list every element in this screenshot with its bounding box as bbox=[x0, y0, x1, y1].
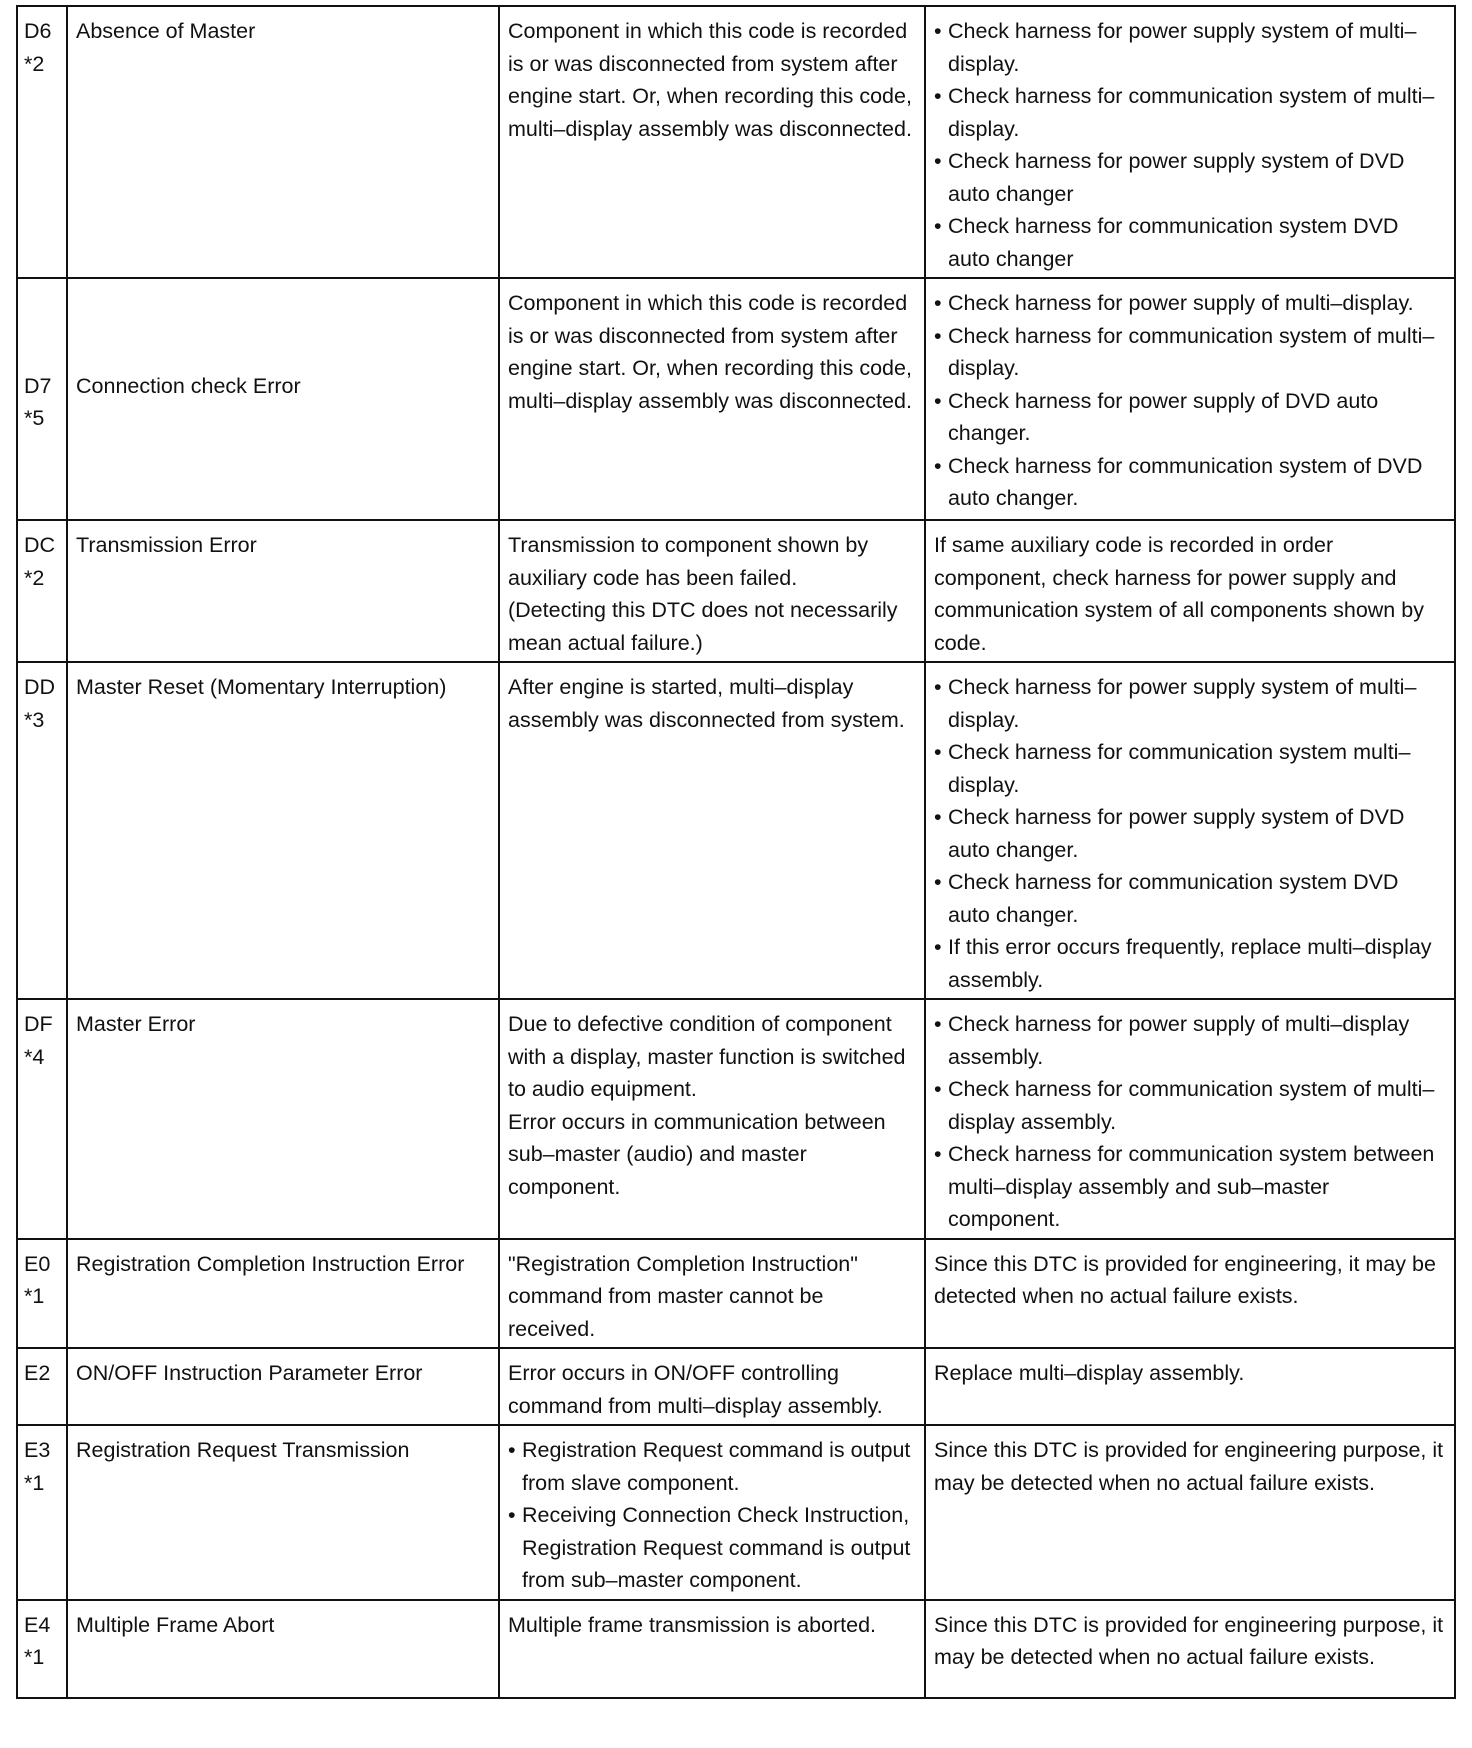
table-row-dd bbox=[17, 662, 1455, 999]
table-row-d6 bbox=[17, 6, 1455, 278]
detection-condition bbox=[499, 1239, 925, 1349]
condition-text: (Detecting this DTC does not necessarily mean actual failure.) bbox=[508, 598, 898, 655]
dtc-code-cell bbox=[17, 278, 67, 520]
list-item: • Check harness for communication system of multi–display assembly. bbox=[934, 1073, 1446, 1138]
detection-condition bbox=[499, 1600, 925, 1698]
dtc-code: D7 bbox=[24, 373, 52, 398]
trouble-area bbox=[925, 662, 1455, 999]
trouble-area bbox=[925, 278, 1455, 520]
trouble-area: If same auxiliary code is recorded in order component, check harness for power supply and communication system of all components shown by code. bbox=[925, 520, 1455, 662]
dtc-code: E3 bbox=[24, 1438, 51, 1462]
detection-condition bbox=[499, 662, 925, 999]
trouble-area-list bbox=[934, 15, 1446, 275]
dtc-name: Registration Completion Instruction Error bbox=[67, 1239, 499, 1349]
trouble-area: Since this DTC is provided for engineering purpose, it may be detected when no actual failure exists. bbox=[925, 1425, 1455, 1600]
list-item: • If this error occurs frequently, replace multi–display assembly. bbox=[934, 931, 1446, 996]
dtc-note: *1 bbox=[24, 1645, 45, 1669]
table-row-e3 bbox=[17, 1425, 1455, 1600]
trouble-area bbox=[925, 6, 1455, 278]
dtc-table bbox=[16, 5, 1456, 1699]
dtc-note: *2 bbox=[24, 51, 45, 76]
dtc-name bbox=[67, 278, 499, 520]
list-item: • Check harness for power supply of DVD auto changer. bbox=[934, 385, 1446, 450]
dtc-note: *4 bbox=[24, 1044, 45, 1069]
dtc-code-cell bbox=[17, 1600, 67, 1698]
dtc-name: Multiple Frame Abort bbox=[67, 1600, 499, 1698]
detection-condition bbox=[499, 1348, 925, 1425]
dtc-note: *2 bbox=[24, 565, 45, 590]
dtc-code: E2 bbox=[24, 1361, 51, 1385]
dtc-name: Registration Request Transmission bbox=[67, 1425, 499, 1600]
dtc-note: *3 bbox=[24, 707, 45, 732]
condition-text: Due to defective condition of component with a display, master function is switched to audio equipment. bbox=[508, 1012, 906, 1101]
trouble-area: Since this DTC is provided for engineering, it may be detected when no actual failure exists. bbox=[925, 1239, 1455, 1349]
dtc-code-cell bbox=[17, 999, 67, 1239]
list-item: • Registration Request command is output from slave component. bbox=[508, 1434, 916, 1499]
list-item: • Check harness for communication system of DVD auto changer. bbox=[934, 450, 1446, 515]
dtc-code-cell bbox=[17, 1425, 67, 1600]
dtc-code: E4 bbox=[24, 1612, 51, 1637]
dtc-name: ON/OFF Instruction Parameter Error bbox=[67, 1348, 499, 1425]
trouble-area: Since this DTC is provided for engineering purpose, it may be detected when no actual failure exists. bbox=[925, 1600, 1455, 1698]
condition-text: Error occurs in communication between sub–master (audio) and master component. bbox=[508, 1109, 886, 1199]
dtc-code: DC bbox=[24, 533, 56, 557]
condition-text: Component in which this code is recorded is or was disconnected from system after engine start. Or, when recording this code, multi–display assembly was disconnected. bbox=[508, 291, 912, 413]
condition-text: Component in which this code is recorded is or was disconnected from system after engine start. Or, when recording this code, multi–display assembly was disconnected. bbox=[508, 19, 912, 141]
list-item: • Check harness for communication system DVD auto changer bbox=[934, 210, 1446, 275]
list-item: • Check harness for communication system multi–display. bbox=[934, 736, 1446, 801]
trouble-area-list bbox=[934, 671, 1446, 996]
detection-condition bbox=[499, 520, 925, 662]
list-item: • Check harness for communication system between multi–display assembly and sub–master component. bbox=[934, 1138, 1446, 1236]
table-row-e0 bbox=[17, 1239, 1455, 1349]
detection-condition bbox=[499, 278, 925, 520]
list-item: • Check harness for power supply of multi–display assembly. bbox=[934, 1008, 1446, 1073]
condition-text: Error occurs in ON/OFF controlling command from multi–display assembly. bbox=[508, 1361, 883, 1418]
table-row-df bbox=[17, 999, 1455, 1239]
condition-text: "Registration Completion Instruction" command from master cannot be received. bbox=[508, 1251, 858, 1341]
condition-list bbox=[508, 1434, 916, 1597]
dtc-code-cell bbox=[17, 1239, 67, 1349]
dtc-name: Master Reset (Momentary Interruption) bbox=[67, 662, 499, 999]
trouble-area: Replace multi–display assembly. bbox=[925, 1348, 1455, 1425]
list-item: • Check harness for power supply of multi–display. bbox=[934, 287, 1446, 320]
dtc-code-cell bbox=[17, 1348, 67, 1425]
detection-condition bbox=[499, 1425, 925, 1600]
table-row-d7 bbox=[17, 278, 1455, 520]
dtc-code: D6 bbox=[24, 19, 52, 43]
detection-condition bbox=[499, 6, 925, 278]
dtc-note: *1 bbox=[24, 1284, 45, 1308]
dtc-code-cell bbox=[17, 520, 67, 662]
condition-text: Multiple frame transmission is aborted. bbox=[508, 1612, 877, 1637]
list-item: • Receiving Connection Check Instruction, Registration Request command is output from sub–master component. bbox=[508, 1499, 916, 1597]
list-item: • Check harness for communication system of multi–display. bbox=[934, 320, 1446, 385]
list-item: • Check harness for power supply system of multi–display. bbox=[934, 671, 1446, 736]
dtc-code: E0 bbox=[24, 1251, 51, 1276]
list-item: • Check harness for communication system of multi–display. bbox=[934, 80, 1446, 145]
dtc-code-cell bbox=[17, 6, 67, 278]
condition-text: After engine is started, multi–display assembly was disconnected from system. bbox=[508, 675, 905, 732]
dtc-note: *5 bbox=[24, 406, 45, 430]
dtc-name-text: Connection check Error bbox=[76, 373, 301, 398]
dtc-note: *1 bbox=[24, 1470, 45, 1495]
dtc-name: Transmission Error bbox=[67, 520, 499, 662]
list-item: • Check harness for power supply system of DVD auto changer bbox=[934, 145, 1446, 210]
list-item: • Check harness for power supply system of multi–display. bbox=[934, 15, 1446, 80]
list-item: • Check harness for power supply system of DVD auto changer. bbox=[934, 801, 1446, 866]
trouble-area-list bbox=[934, 1008, 1446, 1236]
condition-text: Transmission to component shown by auxiliary code has been failed. bbox=[508, 533, 869, 590]
dtc-code: DF bbox=[24, 1012, 53, 1036]
dtc-name: Absence of Master bbox=[67, 6, 499, 278]
trouble-area-list bbox=[934, 287, 1446, 515]
trouble-area bbox=[925, 999, 1455, 1239]
dtc-name: Master Error bbox=[67, 999, 499, 1239]
list-item: • Check harness for communication system DVD auto changer. bbox=[934, 866, 1446, 931]
dtc-code: DD bbox=[24, 675, 56, 699]
dtc-code-cell bbox=[17, 662, 67, 999]
table-row-e2 bbox=[17, 1348, 1455, 1425]
table-row-dc bbox=[17, 520, 1455, 662]
detection-condition bbox=[499, 999, 925, 1239]
table-row-e4 bbox=[17, 1600, 1455, 1698]
